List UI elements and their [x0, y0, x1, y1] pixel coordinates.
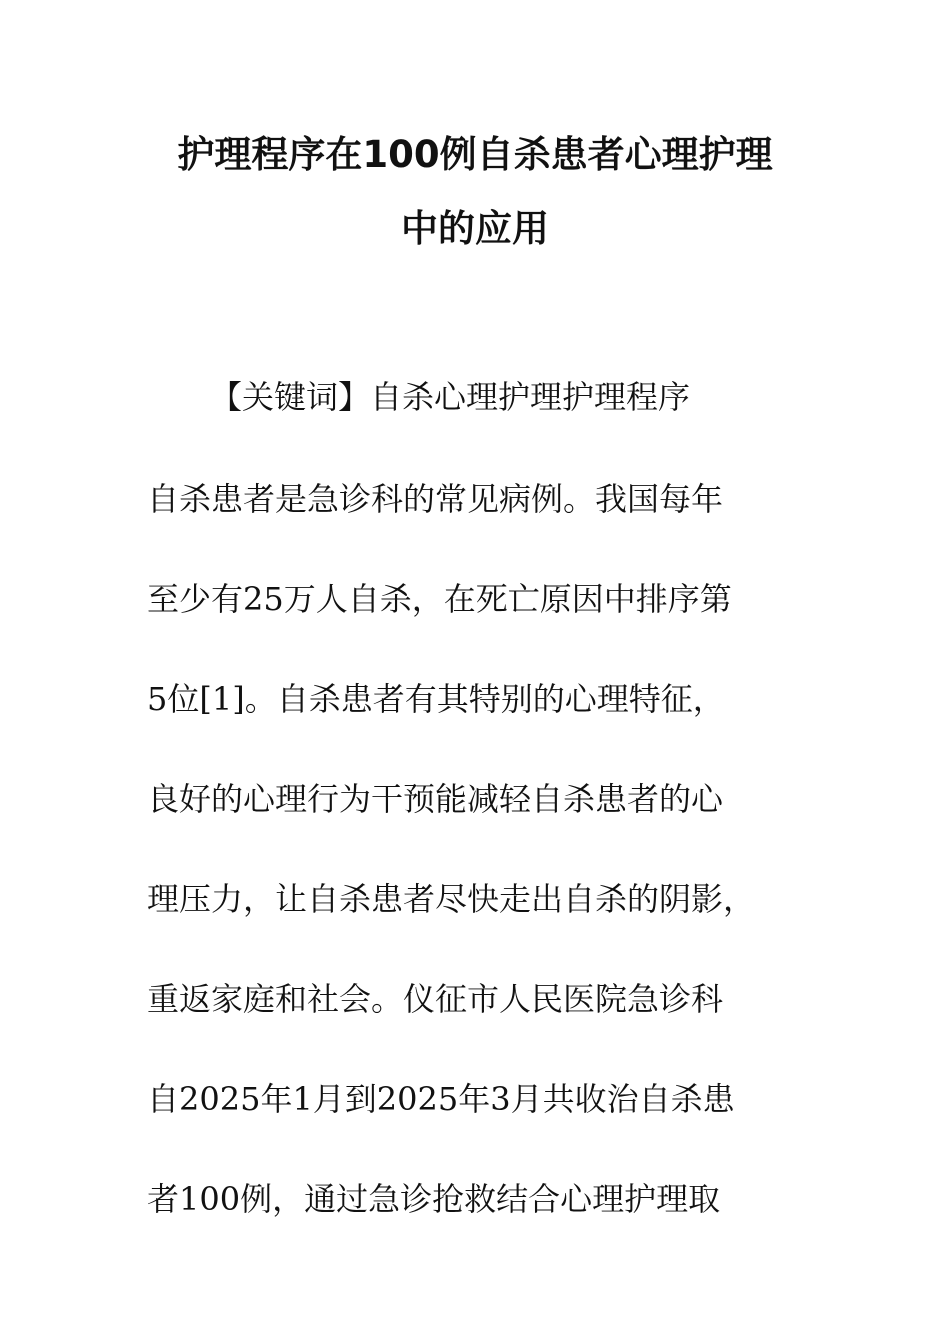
document-title-line-1: 护理程序在100例自杀患者心理护理 — [177, 133, 773, 176]
keywords-line: 【关键词】自杀心理护理护理程序 — [210, 378, 691, 416]
body-line: 理压力，让自杀患者尽快走出自杀的阴影， — [147, 880, 756, 918]
body-line: 5位[1]。自杀患者有其特别的心理特征， — [147, 680, 725, 718]
body-line: 自杀患者是急诊科的常见病例。我国每年 — [147, 480, 724, 518]
body-line: 重返家庭和社会。仪征市人民医院急诊科 — [147, 980, 724, 1018]
document-title-line-2: 中的应用 — [401, 207, 549, 250]
body-line: 者100例，通过急诊抢救结合心理护理取 — [147, 1180, 721, 1218]
body-line: 良好的心理行为干预能减轻自杀患者的心 — [147, 780, 724, 818]
body-line: 至少有25万人自杀，在死亡原因中排序第 — [147, 580, 732, 618]
body-line: 自2025年1月到2025年3月共收治自杀患 — [147, 1080, 735, 1118]
